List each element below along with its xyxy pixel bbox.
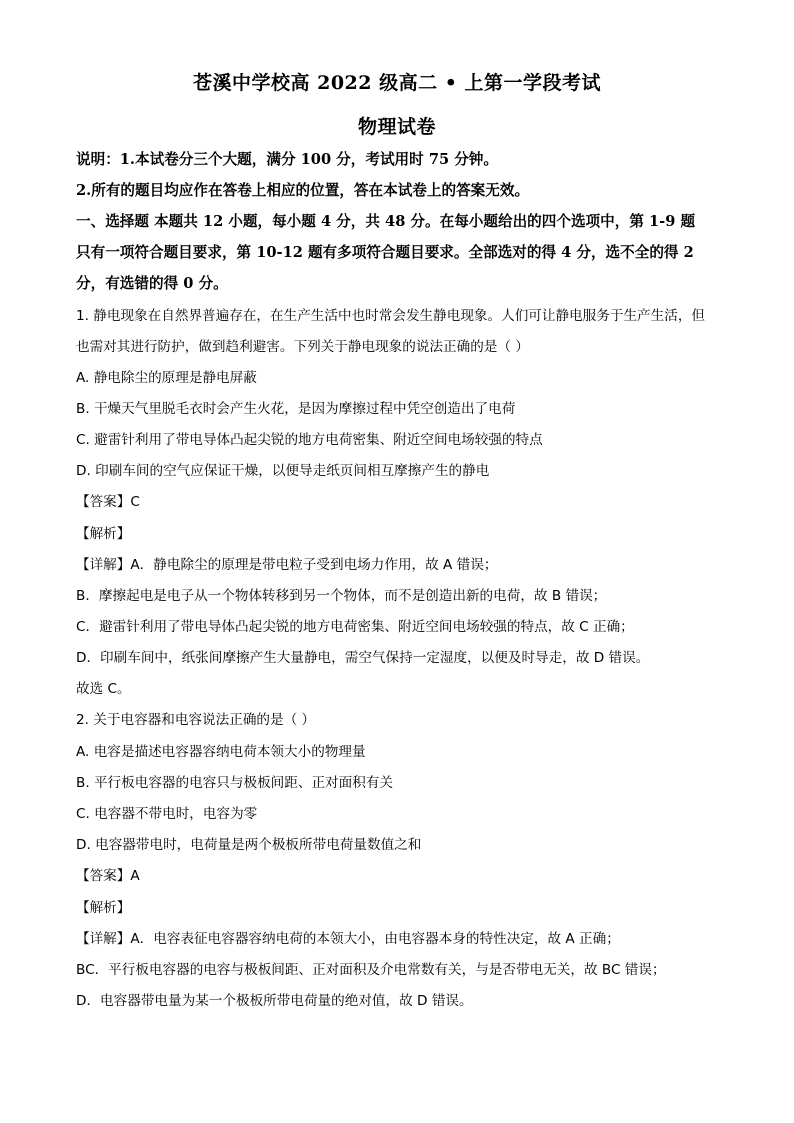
q2-option-d: D. 电容器带电时，电荷量是两个极板所带电荷量数值之和 — [76, 837, 422, 853]
q2-option-b: B. 平行板电容器的电容只与极板间距、正对面积有关 — [76, 775, 394, 791]
exam-title: 苍溪中学校高 2022 级高二 • 上第一学段考试 — [193, 72, 601, 94]
instructions-line-2: 2.所有的题目均应作在答卷上相应的位置，答在本试卷上的答案无效。 — [76, 182, 530, 199]
exam-subtitle: 物理试卷 — [357, 116, 436, 138]
q1-option-b: B. 干燥天气里脱毛衣时会产生火花，是因为摩擦过程中凭空创造出了电荷 — [76, 401, 516, 417]
q1-option-a: A. 静电除尘的原理是静电屏蔽 — [76, 370, 257, 386]
q1-detail-c: C．避雷针利用了带电导体凸起尖锐的地方电荷密集、附近空间电场较强的特点，故 C 正确； — [76, 619, 634, 635]
q1-option-d: D. 印刷车间的空气应保证干燥，以便导走纸页间相互摩擦产生的静电 — [76, 463, 490, 479]
q2-detail-a: 【详解】A．电容表征电容器容纳电荷的本领大小，由电容器本身的特性决定，故 A 正确； — [76, 931, 620, 947]
section-heading-line-2: 只有一项符合题目要求，第 10-12 题有多项符合题目要求。全部选对的得 4 分，选不全的得 2 — [76, 244, 694, 261]
q2-detail-bc: BC．平行板电容器的电容与极板间距、正对面积及介电常数有关，与是否带电无关，故 BC 错误； — [76, 962, 666, 978]
q2-option-a: A. 电容是描述电容器容纳电荷本领大小的物理量 — [76, 744, 366, 760]
q2-analysis-label: 【解析】 — [76, 900, 131, 916]
section-heading-line-3: 分，有选错的得 0 分。 — [76, 275, 228, 292]
q1-stem-line-1: 1. 静电现象在自然界普遍存在，在生产生活中也时常会发生静电现象。人们可让静电服务于生产生活，但 — [76, 308, 706, 324]
instructions-line-1: 说明：1.本试卷分三个大题，满分 100 分，考试用时 75 分钟。 — [76, 151, 498, 168]
q2-option-c: C. 电容器不带电时，电容为零 — [76, 806, 258, 822]
q1-detail-b: B．摩擦起电是电子从一个物体转移到另一个物体，而不是创造出新的电荷，故 B 错误； — [76, 588, 607, 604]
section-heading-line-1: 一、选择题 本题共 12 小题，每小题 4 分，共 48 分。在每小题给出的四个选项中，第 1-9 题 — [76, 213, 696, 230]
q2-stem: 2. 关于电容器和电容说法正确的是（ ） — [76, 712, 316, 728]
q1-conclusion: 故选 C。 — [76, 681, 131, 697]
q1-detail-d: D．印刷车间中，纸张间摩擦产生大量静电，需空气保持一定湿度，以便及时导走，故 D 错误。 — [76, 650, 650, 666]
q1-analysis-label: 【解析】 — [76, 526, 131, 542]
q1-answer: 【答案】C — [76, 494, 140, 510]
q1-detail-a: 【详解】A．静电除尘的原理是带电粒子受到电场力作用，故 A 错误； — [76, 557, 498, 573]
q1-stem-line-2: 也需对其进行防护，做到趋利避害。下列关于静电现象的说法正确的是（ ） — [76, 339, 529, 355]
q2-answer: 【答案】A — [76, 868, 140, 884]
q2-detail-d: D．电容器带电量为某一个极板所带电荷量的绝对值，故 D 错误。 — [76, 993, 473, 1009]
q1-option-c: C. 避雷针利用了带电导体凸起尖锐的地方电荷密集、附近空间电场较强的特点 — [76, 432, 543, 448]
